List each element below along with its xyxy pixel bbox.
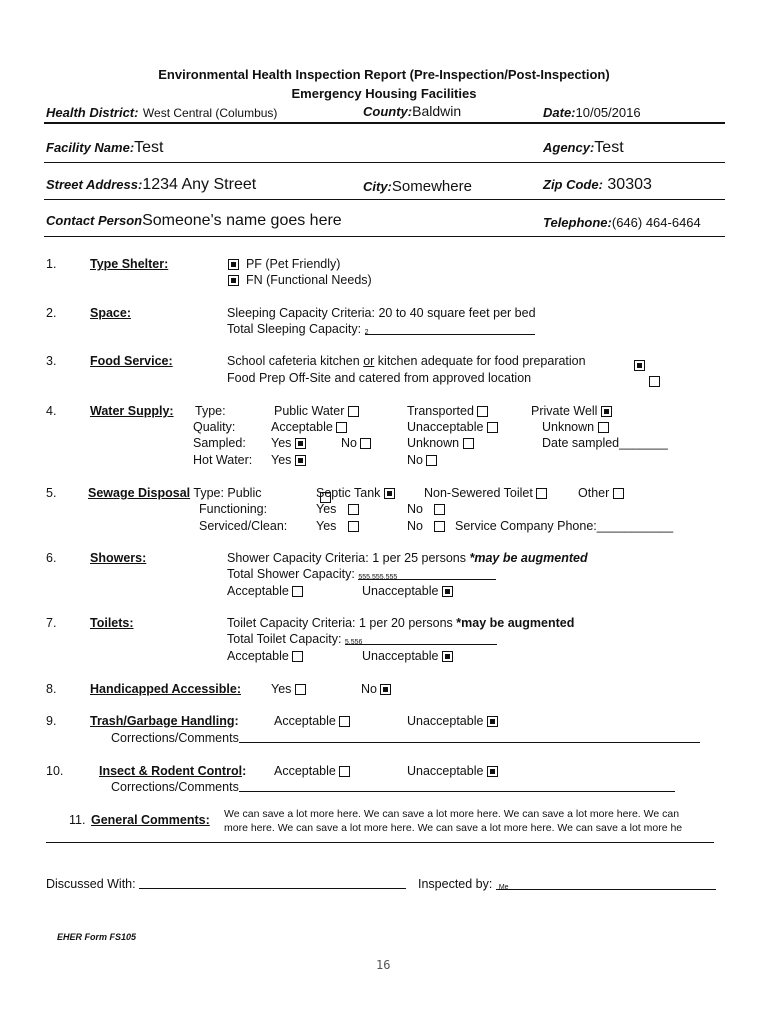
row-divider xyxy=(44,199,725,200)
water-transported xyxy=(407,404,488,418)
showers-heading: Showers: xyxy=(90,551,147,565)
water-sampled-unknown-label: Unknown xyxy=(407,436,460,450)
date-value: 10/05/2016 xyxy=(575,105,641,120)
sewage-service-phone: Service Company Phone:___________ xyxy=(455,519,674,533)
space-total-label: Total Sleeping Capacity: xyxy=(227,322,362,336)
item-number: 9. xyxy=(46,714,57,728)
item-number: 8. xyxy=(46,682,57,696)
pf-option xyxy=(228,257,340,271)
sewage-functioning-label: Functioning: xyxy=(199,502,268,516)
report-title: Environmental Health Inspection Report (Pre-Inspection/Post-Inspection) xyxy=(158,67,610,82)
agency-field xyxy=(543,139,624,157)
showers-criteria xyxy=(227,551,588,565)
showers-total-line xyxy=(358,568,496,580)
street-value: 1234 Any Street xyxy=(142,176,257,193)
sewage-serviced-yes-label: Yes xyxy=(316,519,337,533)
water-sampled-unknown-checkbox[interactable] xyxy=(463,438,474,449)
contact-field xyxy=(46,212,342,230)
handicapped-no xyxy=(361,682,391,696)
sewage-serviced-no-checkbox[interactable] xyxy=(434,521,445,532)
water-private-checkbox[interactable] xyxy=(601,406,612,417)
insect-corrections xyxy=(111,780,675,794)
water-type-label: Type: xyxy=(195,404,226,418)
health-district-label: Health District: xyxy=(46,105,139,120)
discussed-with-label: Discussed With: xyxy=(46,877,136,891)
water-hot-yes xyxy=(271,453,306,467)
water-transported-checkbox[interactable] xyxy=(477,406,488,417)
general-comments-heading: General Comments: xyxy=(91,813,210,827)
showers-acceptable xyxy=(227,584,303,598)
phone-label: Telephone: xyxy=(543,215,612,230)
date-label: Date: xyxy=(543,105,576,120)
water-hot-no-label: No xyxy=(407,453,423,467)
item-number: 2. xyxy=(46,306,57,320)
water-transported-label: Transported xyxy=(407,404,474,418)
facility-label: Facility Name: xyxy=(46,140,135,155)
trash-acceptable xyxy=(274,714,350,728)
water-quality-unknown-label: Unknown xyxy=(542,420,595,434)
showers-total-label: Total Shower Capacity: xyxy=(227,567,355,581)
insect-heading xyxy=(99,764,246,778)
water-quality-label: Quality: xyxy=(193,420,236,434)
page-number: 16 xyxy=(376,958,391,972)
water-date-sampled: Date sampled_______ xyxy=(542,436,668,450)
showers-unacceptable-checkbox[interactable] xyxy=(442,586,453,597)
general-comments-line2[interactable]: more here. We can save a lot more here. We can save a lot more here. We can save a lot more he xyxy=(224,822,683,834)
water-sampled-label: Sampled: xyxy=(193,436,246,450)
sewage-serviced-yes xyxy=(316,519,359,533)
showers-augmented: *may be augmented xyxy=(469,551,588,565)
header-divider xyxy=(44,122,725,124)
insect-corrections-line[interactable] xyxy=(239,780,675,792)
city-label: City: xyxy=(363,179,392,194)
report-subtitle: Emergency Housing Facilities xyxy=(291,86,477,101)
trash-title: Trash/Garbage Handling xyxy=(90,714,235,728)
type-shelter-heading: Type Shelter: xyxy=(90,257,169,271)
toilets-criteria xyxy=(227,616,574,630)
fn-label: FN (Functional Needs) xyxy=(245,273,372,287)
food-option-a-checkbox[interactable] xyxy=(634,360,645,371)
water-supply-heading xyxy=(90,404,174,418)
water-supply-title: Water Supply: xyxy=(90,404,174,418)
water-public-checkbox[interactable] xyxy=(348,406,359,417)
item-number: 6. xyxy=(46,551,57,565)
insect-unacceptable-checkbox[interactable] xyxy=(487,766,498,777)
water-sampled-unknown xyxy=(407,436,474,450)
food-option-a xyxy=(227,354,586,368)
general-comments-line1[interactable]: We can save a lot more here. We can save a lot more here. We can save a lot more here. We can xyxy=(224,808,680,820)
handicapped-yes-checkbox[interactable] xyxy=(295,684,306,695)
insect-unacceptable xyxy=(407,764,498,778)
inspected-by-label: Inspected by: xyxy=(418,877,493,891)
water-public-label: Public Water xyxy=(274,404,345,418)
water-hot-yes-checkbox[interactable] xyxy=(295,455,306,466)
phone-value: (646) 464-6464 xyxy=(611,215,701,230)
showers-total-value: 555,555,555 xyxy=(358,574,398,581)
item-number: 10. xyxy=(46,764,64,778)
sewage-heading: Sewage Disposal xyxy=(88,486,191,500)
sewage-other-label: Other xyxy=(578,486,610,500)
toilets-acceptable xyxy=(227,649,303,663)
water-sampled-yes-label: Yes xyxy=(271,436,292,450)
sewage-septic-label: Septic Tank xyxy=(316,486,381,500)
toilets-total xyxy=(227,632,497,646)
water-private-label: Private Well xyxy=(531,404,598,418)
fn-option xyxy=(228,273,372,287)
handicapped-yes-label: Yes xyxy=(271,682,292,696)
trash-colon: : xyxy=(234,714,239,728)
toilets-heading: Toilets: xyxy=(90,616,134,630)
toilets-total-line xyxy=(345,633,497,645)
sewage-other xyxy=(578,486,624,500)
sewage-functioning-yes-checkbox[interactable] xyxy=(348,504,359,515)
space-criteria: Sleeping Capacity Criteria: 20 to 40 square feet per bed xyxy=(227,306,536,320)
health-district-value: West Central (Columbus) xyxy=(142,106,278,120)
toilets-augmented: *may be augmented xyxy=(456,616,575,630)
discussed-with xyxy=(46,877,406,891)
toilets-total-value: 5,556 xyxy=(344,639,363,646)
trash-acceptable-label: Acceptable xyxy=(274,714,336,728)
sewage-septic xyxy=(316,486,395,500)
zip-value: 30303 xyxy=(607,176,652,193)
sewage-type-public-label: Type: Public xyxy=(193,486,262,500)
trash-unacceptable xyxy=(407,714,498,728)
trash-unacceptable-label: Unacceptable xyxy=(407,714,484,728)
sewage-nonsewered xyxy=(424,486,547,500)
water-public xyxy=(274,404,359,418)
item-number: 1. xyxy=(46,257,57,271)
sewage-functioning-yes-label: Yes xyxy=(316,502,337,516)
space-total-value: 2 xyxy=(364,329,369,336)
water-quality-acceptable-checkbox[interactable] xyxy=(336,422,347,433)
fn-checkbox[interactable] xyxy=(228,275,239,286)
sewage-nonsewered-checkbox[interactable] xyxy=(536,488,547,499)
toilets-unacceptable-label: Unacceptable xyxy=(362,649,439,663)
handicapped-heading: Handicapped Accessible: xyxy=(90,682,241,696)
city-field xyxy=(363,178,472,196)
water-sampled-yes-checkbox[interactable] xyxy=(295,438,306,449)
facility-value: Test xyxy=(134,139,164,156)
showers-unacceptable-label: Unacceptable xyxy=(362,584,439,598)
sewage-row xyxy=(88,486,261,500)
insect-title: Insect & Rodent Control xyxy=(99,764,243,778)
sewage-septic-checkbox[interactable] xyxy=(384,488,395,499)
insect-unacceptable-label: Unacceptable xyxy=(407,764,484,778)
zip-field xyxy=(543,176,652,194)
form-number: EHER Form FS105 xyxy=(57,932,137,942)
contact-value: Someone's name goes here xyxy=(142,212,342,229)
inspected-by xyxy=(418,877,716,891)
sewage-nonsewered-label: Non-Sewered Toilet xyxy=(424,486,533,500)
insect-colon: : xyxy=(242,764,247,778)
water-sampled-no xyxy=(341,436,371,450)
water-sampled-no-checkbox[interactable] xyxy=(360,438,371,449)
water-sampled-yes xyxy=(271,436,306,450)
facility-field xyxy=(46,139,164,157)
toilets-criteria-text: Toilet Capacity Criteria: 1 per 20 persons xyxy=(227,616,457,630)
showers-total xyxy=(227,567,496,581)
trash-heading xyxy=(90,714,239,728)
row-divider xyxy=(44,162,725,163)
toilets-acceptable-label: Acceptable xyxy=(227,649,289,663)
sewage-functioning-no-label: No xyxy=(407,502,423,516)
food-option-b: Food Prep Off-Site and catered from approved location xyxy=(227,371,532,385)
street-field xyxy=(46,176,256,194)
item-number: 4. xyxy=(46,404,57,418)
showers-unacceptable xyxy=(362,584,453,598)
trash-acceptable-checkbox[interactable] xyxy=(339,716,350,727)
trash-corrections-label: Corrections/Comments xyxy=(111,731,239,745)
insect-acceptable xyxy=(274,764,350,778)
county-field xyxy=(363,103,461,121)
sewage-serviced-yes-checkbox[interactable] xyxy=(348,521,359,532)
inspected-by-value: Me xyxy=(498,884,509,891)
handicapped-no-label: No xyxy=(361,682,377,696)
inspected-by-line[interactable] xyxy=(496,878,716,890)
trash-corrections xyxy=(111,731,700,745)
handicapped-no-checkbox[interactable] xyxy=(380,684,391,695)
water-quality-unacceptable-label: Unacceptable xyxy=(407,420,484,434)
health-district-field xyxy=(46,104,277,122)
city-value: Somewhere xyxy=(391,178,472,195)
county-label: County: xyxy=(363,104,413,119)
water-hot-no-checkbox[interactable] xyxy=(426,455,437,466)
sewage-functioning-no xyxy=(407,502,445,516)
space-total xyxy=(227,322,535,336)
sewage-functioning-no-checkbox[interactable] xyxy=(434,504,445,515)
water-private xyxy=(531,404,612,418)
sewage-other-checkbox[interactable] xyxy=(613,488,624,499)
water-quality-acceptable xyxy=(271,420,347,434)
general-comments-rule xyxy=(46,842,714,843)
insect-corrections-label: Corrections/Comments xyxy=(111,780,239,794)
showers-acceptable-checkbox[interactable] xyxy=(292,586,303,597)
discussed-with-line[interactable] xyxy=(139,877,406,889)
sewage-serviced-label: Serviced/Clean: xyxy=(199,519,288,533)
water-sampled-no-label: No xyxy=(341,436,357,450)
handicapped-yes xyxy=(271,682,306,696)
street-label: Street Address: xyxy=(46,177,143,192)
item-number: 5. xyxy=(46,486,57,500)
water-quality-unknown xyxy=(542,420,609,434)
food-or: or xyxy=(363,354,375,368)
food-option-a-text2: kitchen adequate for food preparation xyxy=(374,354,586,368)
water-hot-no xyxy=(407,453,437,467)
space-total-line xyxy=(365,323,535,335)
water-quality-unknown-checkbox[interactable] xyxy=(598,422,609,433)
trash-corrections-line[interactable] xyxy=(239,731,700,743)
water-hot-label: Hot Water: xyxy=(193,453,253,467)
insect-acceptable-checkbox[interactable] xyxy=(339,766,350,777)
sewage-serviced-no xyxy=(407,519,445,533)
pf-label: PF (Pet Friendly) xyxy=(245,257,341,271)
pf-checkbox[interactable] xyxy=(228,259,239,270)
zip-label: Zip Code: xyxy=(543,177,603,192)
toilets-total-label: Total Toilet Capacity: xyxy=(227,632,342,646)
food-option-b-checkbox[interactable] xyxy=(649,376,660,387)
water-quality-unacceptable-checkbox[interactable] xyxy=(487,422,498,433)
trash-unacceptable-checkbox[interactable] xyxy=(487,716,498,727)
insect-acceptable-label: Acceptable xyxy=(274,764,336,778)
sewage-functioning-yes xyxy=(316,502,359,516)
agency-value: Test xyxy=(594,139,624,156)
food-service-heading: Food Service: xyxy=(90,354,173,368)
water-hot-yes-label: Yes xyxy=(271,453,292,467)
item-number: 3. xyxy=(46,354,57,368)
county-value: Baldwin xyxy=(412,103,462,119)
space-heading: Space: xyxy=(90,306,131,320)
agency-label: Agency: xyxy=(543,140,595,155)
row-divider xyxy=(44,236,725,237)
item-number: 7. xyxy=(46,616,57,630)
sewage-serviced-no-label: No xyxy=(407,519,423,533)
phone-field xyxy=(543,214,701,232)
contact-label: Contact Person xyxy=(46,213,143,228)
food-option-a-text1: School cafeteria kitchen xyxy=(227,354,364,368)
showers-acceptable-label: Acceptable xyxy=(227,584,289,598)
showers-criteria-text: Shower Capacity Criteria: 1 per 25 persons xyxy=(227,551,470,565)
toilets-unacceptable-checkbox[interactable] xyxy=(442,651,453,662)
water-quality-unacceptable xyxy=(407,420,498,434)
item-number: 11. xyxy=(69,813,86,827)
toilets-unacceptable xyxy=(362,649,453,663)
toilets-acceptable-checkbox[interactable] xyxy=(292,651,303,662)
water-quality-acceptable-label: Acceptable xyxy=(271,420,333,434)
date-field xyxy=(543,104,641,122)
